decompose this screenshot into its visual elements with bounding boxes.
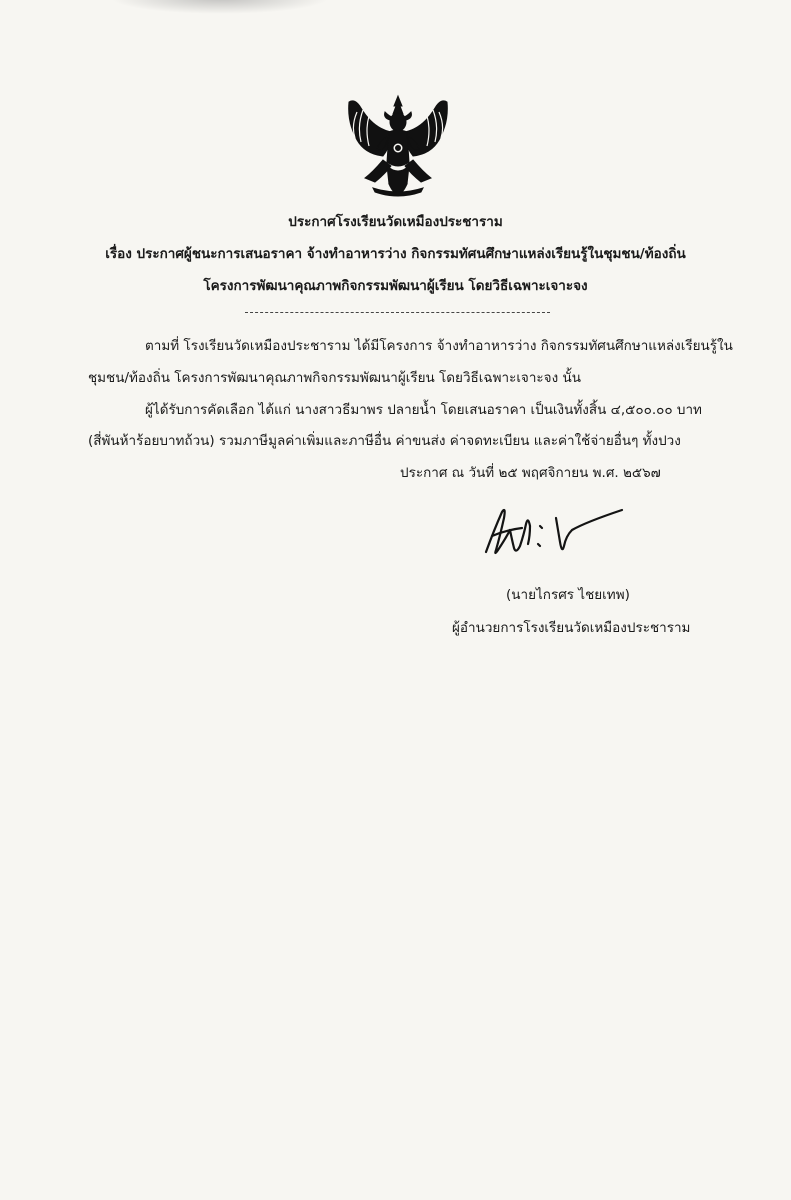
signatory-name: (นายไกรศร ไชยเทพ) bbox=[506, 587, 630, 603]
garuda-emblem-icon bbox=[343, 92, 453, 204]
announcement-subject: เรื่อง ประกาศผู้ชนะการเสนอราคา จ้างทำอาหารว่าง กิจกรรมทัศนศึกษาแหล่งเรียนรู้ในชุมชน/ท้องถิ่น bbox=[105, 246, 686, 262]
scan-smudge bbox=[110, 0, 330, 14]
body-line-1: ตามที่ โรงเรียนวัดเหมืองประชาราม ได้มีโครงการ จ้างทำอาหารว่าง กิจกรรมทัศนศึกษาแหล่งเรียนรู้ใน bbox=[145, 338, 733, 354]
handwritten-signature bbox=[476, 500, 626, 562]
announcement-date: ประกาศ ณ วันที่ ๒๕ พฤศจิกายน พ.ศ. ๒๕๖๗ bbox=[400, 465, 661, 481]
announcement-title: ประกาศโรงเรียนวัดเหมืองประชาราม bbox=[288, 214, 503, 230]
body-line-2: ชุมชน/ท้องถิ่น โครงการพัฒนาคุณภาพกิจกรรมพัฒนาผู้เรียน โดยวิธีเฉพาะเจาะจง นั้น bbox=[88, 370, 581, 386]
body-line-4: (สี่พันห้าร้อยบาทถ้วน) รวมภาษีมูลค่าเพิ่มและภาษีอื่น ค่าขนส่ง ค่าจดทะเบียน และค่าใช้จ่ายอื่นๆ ทั้งปวง bbox=[88, 433, 681, 449]
announcement-project: โครงการพัฒนาคุณภาพกิจกรรมพัฒนาผู้เรียน โดยวิธีเฉพาะเจาะจง bbox=[203, 278, 588, 294]
title-separator bbox=[245, 312, 550, 313]
signatory-position: ผู้อำนวยการโรงเรียนวัดเหมืองประชาราม bbox=[452, 620, 691, 636]
body-line-3: ผู้ได้รับการคัดเลือก ได้แก่ นางสาวธีมาพร ปลายน้ำ โดยเสนอราคา เป็นเงินทั้งสิ้น ๔,๕๐๐.๐๐ บาท bbox=[145, 402, 702, 418]
